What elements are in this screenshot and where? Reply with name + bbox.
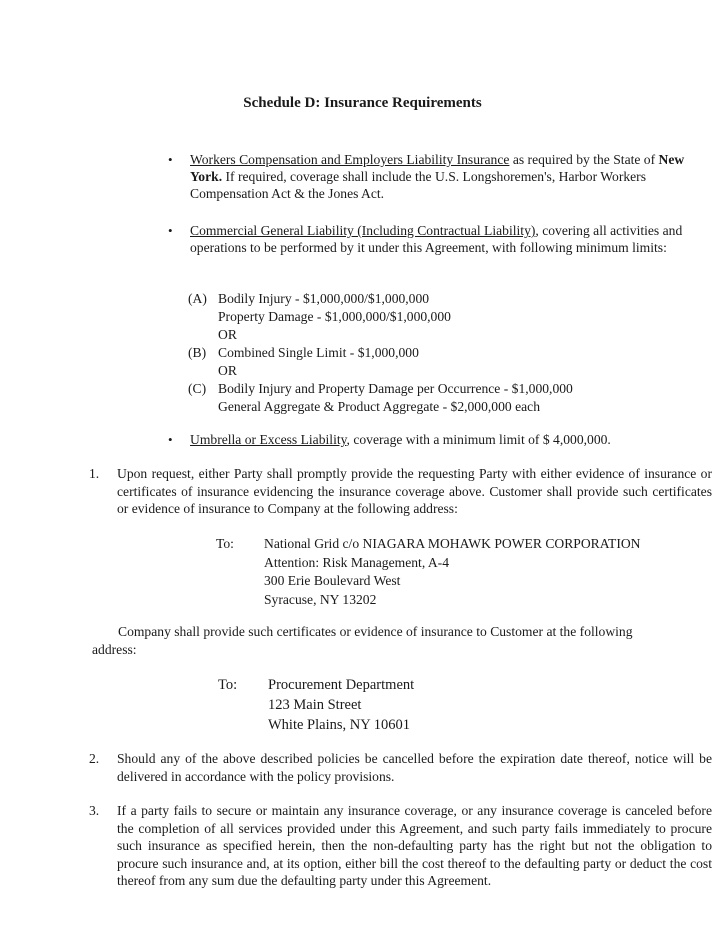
- coverage-limits: [188, 290, 573, 416]
- limit-c-line1: Bodily Injury and Property Damage per Occurrence - $1,000,000: [218, 381, 573, 396]
- workers-comp-rest: If required, coverage shall include the U.S. Longshoremen's, Harbor Workers Compensation Act & the Jones Act.: [190, 169, 646, 201]
- bullet-dot-icon: •: [168, 223, 173, 238]
- address-1-to-label: To:: [216, 536, 234, 551]
- bullet-workers-compensation: [168, 151, 700, 202]
- item-3-text: If a party fails to secure or maintain any insurance coverage, or any insurance coverage is canceled before the completion of all services provided under this Agreement, and such party fails immediately to procure such insurance as specified herein, then the non-defaulting party has the right but not the obligation to procure such insurance and, at its option, either bill the cost thereof to the defaulting party or deduct the cost thereof from any sum due the defaulting party under this Agreement.: [117, 803, 712, 888]
- address-1-line4: Syracuse, NY 13202: [264, 591, 377, 607]
- address-block-customer: [218, 675, 414, 735]
- workers-comp-heading: Workers Compensation and Employers Liability Insurance: [190, 152, 510, 167]
- workers-comp-text: as required by the State of: [509, 152, 659, 167]
- item-1-text: Upon request, either Party shall promptly provide the requesting Party with either evidence of insurance or certificates of insurance evidencing the insurance coverage above. Customer shall provide such certificates or evidence of insurance to Company at the following address:: [117, 466, 712, 516]
- company-para-line1: Company shall provide such certificates or evidence of insurance to Customer at the following: [118, 624, 633, 639]
- address-1-line3: 300 Erie Boulevard West: [264, 573, 401, 588]
- limit-c-label: (C): [188, 381, 207, 396]
- limit-b-label: (B): [188, 345, 207, 360]
- item-1-number: 1.: [89, 466, 100, 481]
- address-2-line2: 123 Main Street: [268, 697, 362, 713]
- item-2-number: 2.: [89, 751, 100, 766]
- limit-a: [188, 290, 573, 326]
- limit-or-1: OR: [218, 327, 237, 342]
- limit-c: [188, 380, 573, 416]
- item-3-number: 3.: [89, 803, 100, 818]
- umbrella-heading: Umbrella or Excess Liability: [190, 432, 347, 447]
- address-1-line1: National Grid c/o NIAGARA MOHAWK POWER CORPORATION: [264, 536, 641, 551]
- numbered-item-1: [89, 465, 712, 518]
- limit-b-line1: Combined Single Limit - $1,000,000: [218, 345, 419, 360]
- limit-a-label: (A): [188, 291, 207, 306]
- workers-comp-state: New York.: [190, 152, 685, 184]
- umbrella-text: , coverage with a minimum limit of $ 4,000,000.: [346, 432, 611, 447]
- bullet-umbrella-liability: [168, 431, 700, 448]
- address-1-line2: Attention: Risk Management, A-4: [264, 554, 450, 570]
- address-2-line3: White Plains, NY 10601: [268, 717, 411, 733]
- limit-or-2: OR: [218, 363, 237, 378]
- address-block-company: [216, 535, 641, 609]
- limit-b: [188, 344, 573, 362]
- item-2-text: Should any of the above described policies be cancelled before the expiration date thereof, notice will be delivered in accordance with the policy provisions.: [117, 751, 712, 784]
- company-para-line2: address:: [92, 641, 137, 657]
- limit-a-line2: Property Damage - $1,000,000/$1,000,000: [218, 309, 451, 324]
- limit-c-line2: General Aggregate & Product Aggregate - $2,000,000 each: [218, 399, 540, 414]
- limit-a-line1: Bodily Injury - $1,000,000/$1,000,000: [218, 291, 430, 306]
- general-liability-heading: Commercial General Liability (Including Contractual Liability): [190, 223, 536, 238]
- address-2-line1: Procurement Department: [268, 677, 415, 693]
- general-liability-text: , covering all activities and operations to be performed by it under this Agreement, with following minimum limits:: [190, 223, 683, 255]
- bullet-dot-icon: •: [168, 152, 173, 167]
- numbered-item-3: [89, 802, 712, 890]
- bullet-dot-icon: •: [168, 432, 173, 447]
- address-2-to-label: To:: [218, 677, 238, 693]
- page-title: Schedule D: Insurance Requirements: [243, 95, 482, 111]
- company-provides-paragraph: [92, 623, 677, 658]
- bullet-general-liability: [168, 222, 700, 256]
- numbered-item-2: [89, 750, 712, 785]
